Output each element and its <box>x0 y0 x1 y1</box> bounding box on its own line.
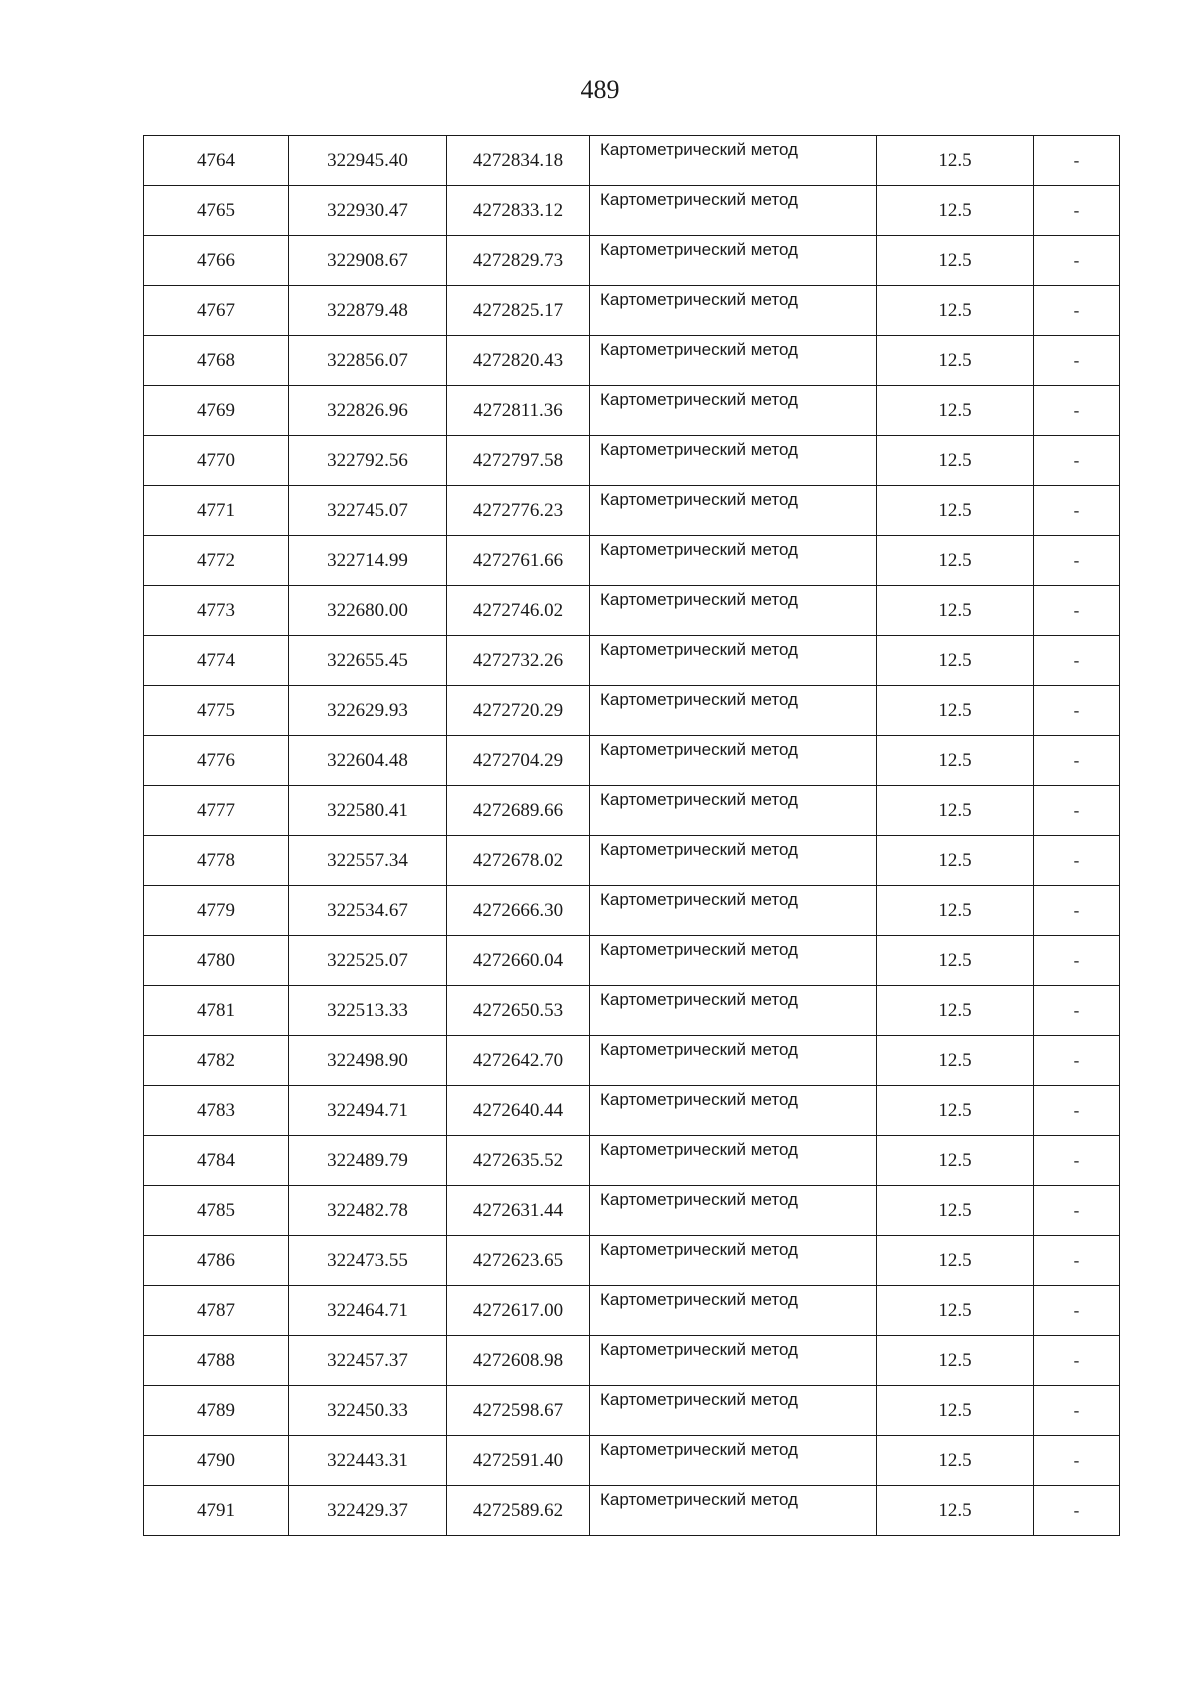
table-row <box>144 136 1120 186</box>
extra-cell: - <box>1034 286 1120 336</box>
method-cell: Картометрический метод <box>590 836 877 886</box>
y-coordinate-cell: 4272689.66 <box>447 786 590 836</box>
x-coordinate-cell: 322450.33 <box>289 1386 447 1436</box>
extra-cell: - <box>1034 1386 1120 1436</box>
extra-cell: - <box>1034 436 1120 486</box>
point-number-cell: 4779 <box>144 886 289 936</box>
extra-cell: - <box>1034 586 1120 636</box>
extra-cell: - <box>1034 786 1120 836</box>
method-cell: Картометрический метод <box>590 1036 877 1086</box>
x-coordinate-cell: 322826.96 <box>289 386 447 436</box>
y-coordinate-cell: 4272666.30 <box>447 886 590 936</box>
accuracy-cell: 12.5 <box>877 236 1034 286</box>
accuracy-cell: 12.5 <box>877 986 1034 1036</box>
point-number-cell: 4777 <box>144 786 289 836</box>
table-row <box>144 986 1120 1036</box>
y-coordinate-cell: 4272617.00 <box>447 1286 590 1336</box>
point-number-cell: 4775 <box>144 686 289 736</box>
y-coordinate-cell: 4272833.12 <box>447 186 590 236</box>
extra-cell: - <box>1034 1186 1120 1236</box>
y-coordinate-cell: 4272608.98 <box>447 1336 590 1386</box>
y-coordinate-cell: 4272591.40 <box>447 1436 590 1486</box>
method-cell: Картометрический метод <box>590 236 877 286</box>
method-cell: Картометрический метод <box>590 1486 877 1536</box>
method-cell: Картометрический метод <box>590 186 877 236</box>
accuracy-cell: 12.5 <box>877 936 1034 986</box>
table-row <box>144 386 1120 436</box>
method-cell: Картометрический метод <box>590 686 877 736</box>
y-coordinate-cell: 4272640.44 <box>447 1086 590 1136</box>
accuracy-cell: 12.5 <box>877 1436 1034 1486</box>
point-number-cell: 4765 <box>144 186 289 236</box>
extra-cell: - <box>1034 236 1120 286</box>
point-number-cell: 4770 <box>144 436 289 486</box>
y-coordinate-cell: 4272834.18 <box>447 136 590 186</box>
x-coordinate-cell: 322856.07 <box>289 336 447 386</box>
point-number-cell: 4790 <box>144 1436 289 1486</box>
accuracy-cell: 12.5 <box>877 336 1034 386</box>
extra-cell: - <box>1034 686 1120 736</box>
table-row <box>144 636 1120 686</box>
coordinates-table <box>143 135 1120 1536</box>
accuracy-cell: 12.5 <box>877 1186 1034 1236</box>
point-number-cell: 4780 <box>144 936 289 986</box>
table-row <box>144 1036 1120 1086</box>
method-cell: Картометрический метод <box>590 486 877 536</box>
page-number: 489 <box>580 75 620 104</box>
accuracy-cell: 12.5 <box>877 1486 1034 1536</box>
extra-cell: - <box>1034 736 1120 786</box>
method-cell: Картометрический метод <box>590 536 877 586</box>
method-cell: Картометрический метод <box>590 636 877 686</box>
method-cell: Картометрический метод <box>590 1136 877 1186</box>
accuracy-cell: 12.5 <box>877 186 1034 236</box>
y-coordinate-cell: 4272704.29 <box>447 736 590 786</box>
y-coordinate-cell: 4272732.26 <box>447 636 590 686</box>
x-coordinate-cell: 322498.90 <box>289 1036 447 1086</box>
extra-cell: - <box>1034 1286 1120 1336</box>
extra-cell: - <box>1034 336 1120 386</box>
method-cell: Картометрический метод <box>590 336 877 386</box>
table-row <box>144 286 1120 336</box>
point-number-cell: 4788 <box>144 1336 289 1386</box>
accuracy-cell: 12.5 <box>877 786 1034 836</box>
table-row <box>144 1086 1120 1136</box>
accuracy-cell: 12.5 <box>877 586 1034 636</box>
point-number-cell: 4773 <box>144 586 289 636</box>
x-coordinate-cell: 322534.67 <box>289 886 447 936</box>
table-row <box>144 1486 1120 1536</box>
method-cell: Картометрический метод <box>590 1086 877 1136</box>
extra-cell: - <box>1034 536 1120 586</box>
table-row <box>144 536 1120 586</box>
method-cell: Картометрический метод <box>590 1286 877 1336</box>
method-cell: Картометрический метод <box>590 386 877 436</box>
y-coordinate-cell: 4272678.02 <box>447 836 590 886</box>
x-coordinate-cell: 322879.48 <box>289 286 447 336</box>
x-coordinate-cell: 322745.07 <box>289 486 447 536</box>
accuracy-cell: 12.5 <box>877 736 1034 786</box>
extra-cell: - <box>1034 136 1120 186</box>
y-coordinate-cell: 4272776.23 <box>447 486 590 536</box>
extra-cell: - <box>1034 486 1120 536</box>
table-row <box>144 1436 1120 1486</box>
extra-cell: - <box>1034 1036 1120 1086</box>
point-number-cell: 4771 <box>144 486 289 536</box>
table-row <box>144 1336 1120 1386</box>
method-cell: Картометрический метод <box>590 436 877 486</box>
y-coordinate-cell: 4272631.44 <box>447 1186 590 1236</box>
accuracy-cell: 12.5 <box>877 686 1034 736</box>
y-coordinate-cell: 4272660.04 <box>447 936 590 986</box>
method-cell: Картометрический метод <box>590 936 877 986</box>
accuracy-cell: 12.5 <box>877 536 1034 586</box>
y-coordinate-cell: 4272589.62 <box>447 1486 590 1536</box>
point-number-cell: 4766 <box>144 236 289 286</box>
table-row <box>144 186 1120 236</box>
x-coordinate-cell: 322525.07 <box>289 936 447 986</box>
accuracy-cell: 12.5 <box>877 836 1034 886</box>
accuracy-cell: 12.5 <box>877 1086 1034 1136</box>
table-row <box>144 886 1120 936</box>
point-number-cell: 4764 <box>144 136 289 186</box>
x-coordinate-cell: 322443.31 <box>289 1436 447 1486</box>
x-coordinate-cell: 322604.48 <box>289 736 447 786</box>
method-cell: Картометрический метод <box>590 136 877 186</box>
x-coordinate-cell: 322473.55 <box>289 1236 447 1286</box>
y-coordinate-cell: 4272825.17 <box>447 286 590 336</box>
accuracy-cell: 12.5 <box>877 1036 1034 1086</box>
x-coordinate-cell: 322655.45 <box>289 636 447 686</box>
x-coordinate-cell: 322680.00 <box>289 586 447 636</box>
x-coordinate-cell: 322482.78 <box>289 1186 447 1236</box>
point-number-cell: 4789 <box>144 1386 289 1436</box>
accuracy-cell: 12.5 <box>877 436 1034 486</box>
table-row <box>144 686 1120 736</box>
point-number-cell: 4774 <box>144 636 289 686</box>
x-coordinate-cell: 322513.33 <box>289 986 447 1036</box>
table-row <box>144 486 1120 536</box>
point-number-cell: 4787 <box>144 1286 289 1336</box>
extra-cell: - <box>1034 986 1120 1036</box>
y-coordinate-cell: 4272650.53 <box>447 986 590 1036</box>
point-number-cell: 4785 <box>144 1186 289 1236</box>
extra-cell: - <box>1034 1336 1120 1386</box>
x-coordinate-cell: 322464.71 <box>289 1286 447 1336</box>
extra-cell: - <box>1034 186 1120 236</box>
x-coordinate-cell: 322792.56 <box>289 436 447 486</box>
method-cell: Картометрический метод <box>590 986 877 1036</box>
extra-cell: - <box>1034 836 1120 886</box>
extra-cell: - <box>1034 1136 1120 1186</box>
point-number-cell: 4778 <box>144 836 289 886</box>
coordinates-table-body <box>144 136 1120 1536</box>
point-number-cell: 4776 <box>144 736 289 786</box>
y-coordinate-cell: 4272761.66 <box>447 536 590 586</box>
table-row <box>144 1386 1120 1436</box>
x-coordinate-cell: 322714.99 <box>289 536 447 586</box>
y-coordinate-cell: 4272642.70 <box>447 1036 590 1086</box>
x-coordinate-cell: 322489.79 <box>289 1136 447 1186</box>
method-cell: Картометрический метод <box>590 736 877 786</box>
x-coordinate-cell: 322908.67 <box>289 236 447 286</box>
method-cell: Картометрический метод <box>590 286 877 336</box>
x-coordinate-cell: 322945.40 <box>289 136 447 186</box>
table-row <box>144 436 1120 486</box>
accuracy-cell: 12.5 <box>877 1236 1034 1286</box>
table-row <box>144 1136 1120 1186</box>
method-cell: Картометрический метод <box>590 1386 877 1436</box>
point-number-cell: 4784 <box>144 1136 289 1186</box>
x-coordinate-cell: 322457.37 <box>289 1336 447 1386</box>
accuracy-cell: 12.5 <box>877 1336 1034 1386</box>
point-number-cell: 4782 <box>144 1036 289 1086</box>
table-row <box>144 786 1120 836</box>
accuracy-cell: 12.5 <box>877 286 1034 336</box>
table-row <box>144 236 1120 286</box>
table-row <box>144 1236 1120 1286</box>
y-coordinate-cell: 4272720.29 <box>447 686 590 736</box>
method-cell: Картометрический метод <box>590 586 877 636</box>
y-coordinate-cell: 4272829.73 <box>447 236 590 286</box>
extra-cell: - <box>1034 1236 1120 1286</box>
table-row <box>144 336 1120 386</box>
x-coordinate-cell: 322580.41 <box>289 786 447 836</box>
table-row <box>144 1286 1120 1336</box>
y-coordinate-cell: 4272623.65 <box>447 1236 590 1286</box>
extra-cell: - <box>1034 936 1120 986</box>
point-number-cell: 4781 <box>144 986 289 1036</box>
method-cell: Картометрический метод <box>590 1236 877 1286</box>
point-number-cell: 4791 <box>144 1486 289 1536</box>
y-coordinate-cell: 4272746.02 <box>447 586 590 636</box>
y-coordinate-cell: 4272811.36 <box>447 386 590 436</box>
x-coordinate-cell: 322930.47 <box>289 186 447 236</box>
point-number-cell: 4769 <box>144 386 289 436</box>
extra-cell: - <box>1034 1486 1120 1536</box>
y-coordinate-cell: 4272820.43 <box>447 336 590 386</box>
x-coordinate-cell: 322429.37 <box>289 1486 447 1536</box>
y-coordinate-cell: 4272598.67 <box>447 1386 590 1436</box>
method-cell: Картометрический метод <box>590 786 877 836</box>
x-coordinate-cell: 322629.93 <box>289 686 447 736</box>
accuracy-cell: 12.5 <box>877 1386 1034 1436</box>
x-coordinate-cell: 322494.71 <box>289 1086 447 1136</box>
method-cell: Картометрический метод <box>590 1336 877 1386</box>
accuracy-cell: 12.5 <box>877 1286 1034 1336</box>
extra-cell: - <box>1034 886 1120 936</box>
extra-cell: - <box>1034 636 1120 686</box>
accuracy-cell: 12.5 <box>877 386 1034 436</box>
accuracy-cell: 12.5 <box>877 1136 1034 1186</box>
accuracy-cell: 12.5 <box>877 636 1034 686</box>
accuracy-cell: 12.5 <box>877 886 1034 936</box>
point-number-cell: 4768 <box>144 336 289 386</box>
table-row <box>144 936 1120 986</box>
point-number-cell: 4783 <box>144 1086 289 1136</box>
table-row <box>144 836 1120 886</box>
y-coordinate-cell: 4272797.58 <box>447 436 590 486</box>
extra-cell: - <box>1034 1436 1120 1486</box>
table-row <box>144 586 1120 636</box>
method-cell: Картометрический метод <box>590 1436 877 1486</box>
table-row <box>144 736 1120 786</box>
x-coordinate-cell: 322557.34 <box>289 836 447 886</box>
method-cell: Картометрический метод <box>590 1186 877 1236</box>
y-coordinate-cell: 4272635.52 <box>447 1136 590 1186</box>
extra-cell: - <box>1034 1086 1120 1136</box>
point-number-cell: 4772 <box>144 536 289 586</box>
point-number-cell: 4767 <box>144 286 289 336</box>
point-number-cell: 4786 <box>144 1236 289 1286</box>
accuracy-cell: 12.5 <box>877 486 1034 536</box>
table-row <box>144 1186 1120 1236</box>
extra-cell: - <box>1034 386 1120 436</box>
method-cell: Картометрический метод <box>590 886 877 936</box>
accuracy-cell: 12.5 <box>877 136 1034 186</box>
